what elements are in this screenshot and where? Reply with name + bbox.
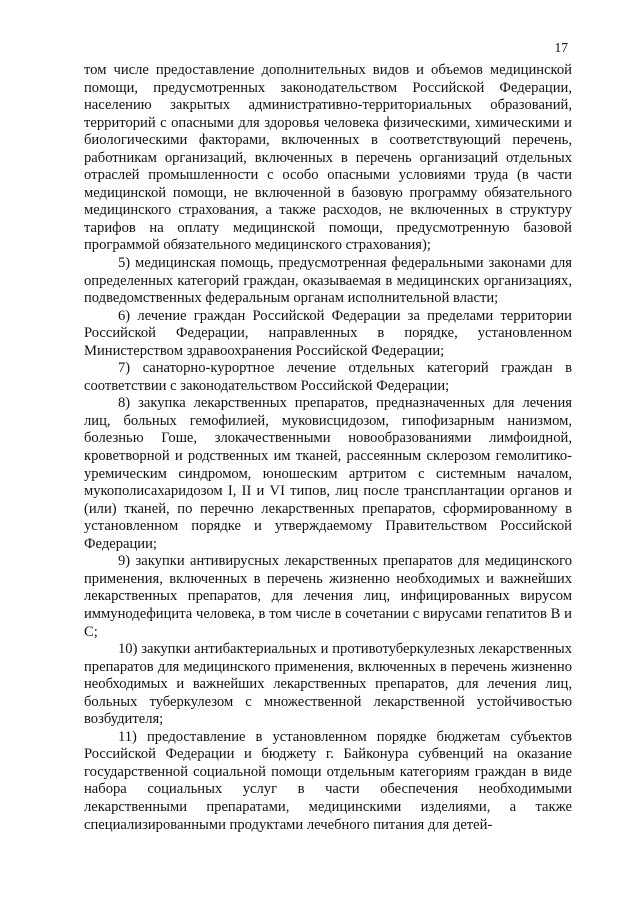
page-number: 17 bbox=[554, 40, 568, 55]
paragraph-item-9: 9) закупки антивирусных лекарственных препаратов для медицинского применения, включенных в перечень жизненно необходимых и важнейших лекарственных препаратов, для лечения лиц, инфицированных вирусом иммунодефицита человека, в том числе в сочетании с вирусами гепатитов B и C; bbox=[84, 553, 572, 640]
paragraph-item-7: 7) санаторно-курортное лечение отдельных категорий граждан в соответствии с законодательством Российской Федерации; bbox=[84, 360, 572, 394]
document-body bbox=[84, 62, 572, 834]
paragraph-item-10: 10) закупки антибактериальных и противотуберкулезных лекарственных препаратов для медицинского применения, включенных в перечень жизненно необходимых и важнейших лекарственных препаратов, для лечения лиц, больных туберкулезом с множественной лекарственной устойчивостью возбудителя; bbox=[84, 641, 572, 728]
paragraph-item-8: 8) закупка лекарственных препаратов, предназначенных для лечения лиц, больных гемофилией, муковисцидозом, гипофизарным нанизмом, болезнью Гоше, злокачественными новообразованиями лимфоидной, кроветворной и родственных им тканей, рассеянным склерозом гемолитико-уремическим синдромом, юношеским артритом с системным началом, мукополисахаридозом I, II и VI типов, лиц после трансплантации органов и (или) тканей, по перечню лекарственных препаратов, сформированному в установленном порядке и утверждаемому Правительством Российской Федерации; bbox=[84, 395, 572, 552]
paragraph-item-11: 11) предоставление в установленном порядке бюджетам субъектов Российской Федерации и бюджету г. Байконура субвенций на оказание государственной социальной помощи отдельным категориям граждан в виде набора социальных услуг в части обеспечения необходимыми лекарственными препаратами, медицинскими изделиями, а также специализированными продуктами лечебного питания для детей- bbox=[84, 728, 572, 833]
paragraph-continued: том числе предоставление дополнительных видов и объемов медицинской помощи, предусмотренных законодательством Российской Федерации, населению закрытых административно-территориальных образований, территорий с опасными для здоровья человека физическими, химическими и биологическими факторами, включенных в соответствующий перечень, работникам организаций, включенных в перечень организаций отдельных отраслей промышленности с особо опасными условиями труда (в части медицинской помощи, не включенной в базовую программу обязательного медицинского страхования, а также расходов, не включенных в структуру тарифов на оплату медицинской помощи, предусмотренную базовой программой обязательного медицинского страхования); bbox=[84, 62, 572, 254]
paragraph-item-5: 5) медицинская помощь, предусмотренная федеральными законами для определенных категорий граждан, оказываемая в медицинских организациях, подведомственных федеральным органам исполнительной власти; bbox=[84, 255, 572, 307]
paragraph-item-6: 6) лечение граждан Российской Федерации за пределами территории Российской Федерации, направленных в порядке, установленном Министерством здравоохранения Российской Федерации; bbox=[84, 307, 572, 359]
